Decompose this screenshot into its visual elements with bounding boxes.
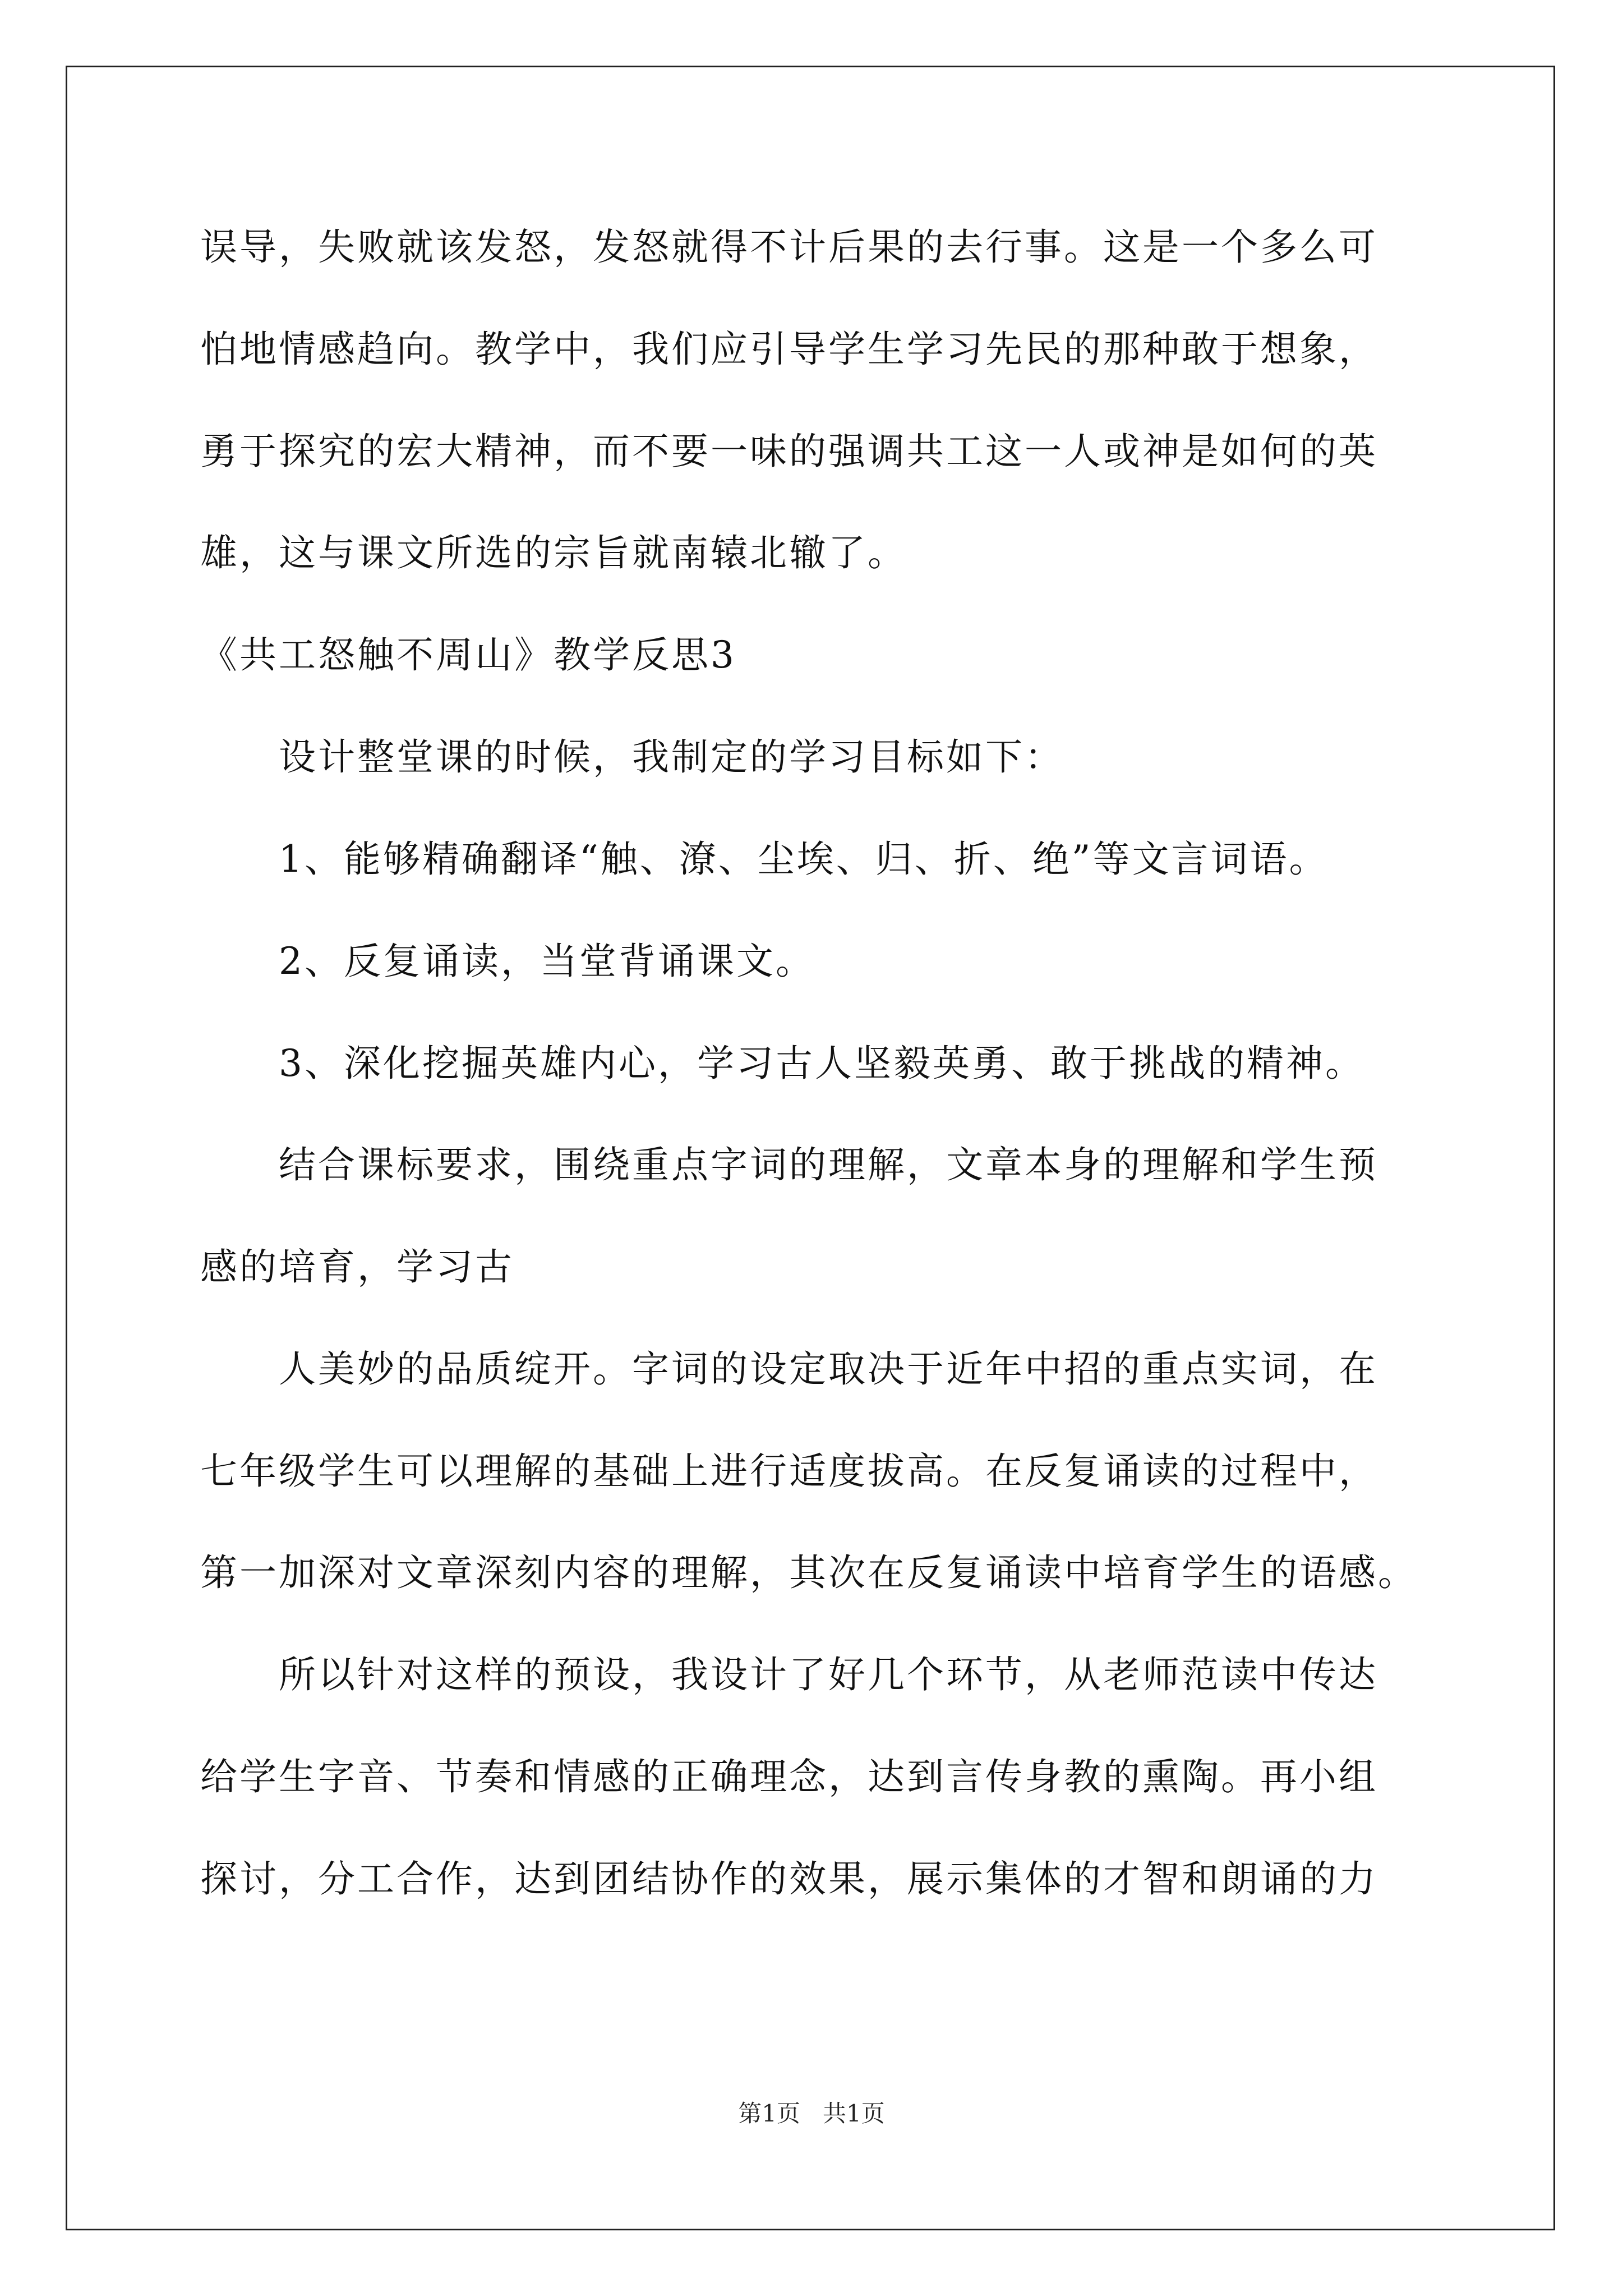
- body-line-17: 探讨，分工合作，达到团结协作的效果，展示集体的才智和朗诵的力: [200, 1857, 1378, 1901]
- body-line-6: 设计整堂课的时候，我制定的学习目标如下：: [279, 735, 1064, 779]
- body-line-16: 给学生字音、节奏和情感的正确理念，达到言传身教的熏陶。再小组: [200, 1755, 1378, 1798]
- page-footer: 第1页 共1页: [738, 2100, 885, 2127]
- goal-item-2: 2、反复诵读，当堂背诵课文。: [279, 940, 815, 983]
- section-heading: 《共工怒触不周山》教学反思3: [200, 633, 736, 677]
- body-line-13: 七年级学生可以理解的基础上进行适度拔高。在反复诵读的过程中，: [200, 1450, 1378, 1493]
- body-line-1: 误导，失败就该发怒，发怒就得不计后果的去行事。这是一个多么可: [200, 226, 1378, 269]
- body-line-15: 所以针对这样的预设，我设计了好几个环节，从老师范读中传达: [279, 1653, 1378, 1696]
- goal-item-1: 1、能够精确翻译“触、潦、尘埃、归、折、绝”等文言词语。: [279, 838, 1329, 881]
- body-line-3: 勇于探究的宏大精神，而不要一味的强调共工这一人或神是如何的英: [200, 430, 1378, 473]
- goal-item-3: 3、深化挖掘英雄内心，学习古人坚毅英勇、敢于挑战的精神。: [279, 1042, 1364, 1085]
- body-line-10: 结合课标要求，围绕重点字词的理解，文章本身的理解和学生预: [279, 1143, 1378, 1186]
- body-line-14: 第一加深对文章深刻内容的理解，其次在反复诵读中培育学生的语感。: [200, 1551, 1417, 1594]
- body-line-2: 怕地情感趋向。教学中，我们应引导学生学习先民的那种敢于想象，: [200, 328, 1378, 371]
- body-line-12: 人美妙的品质绽开。字词的设定取决于近年中招的重点实词，在: [279, 1347, 1378, 1391]
- body-line-4: 雄，这与课文所选的宗旨就南辕北辙了。: [200, 531, 907, 574]
- body-line-11: 感的培育，学习古: [200, 1245, 514, 1289]
